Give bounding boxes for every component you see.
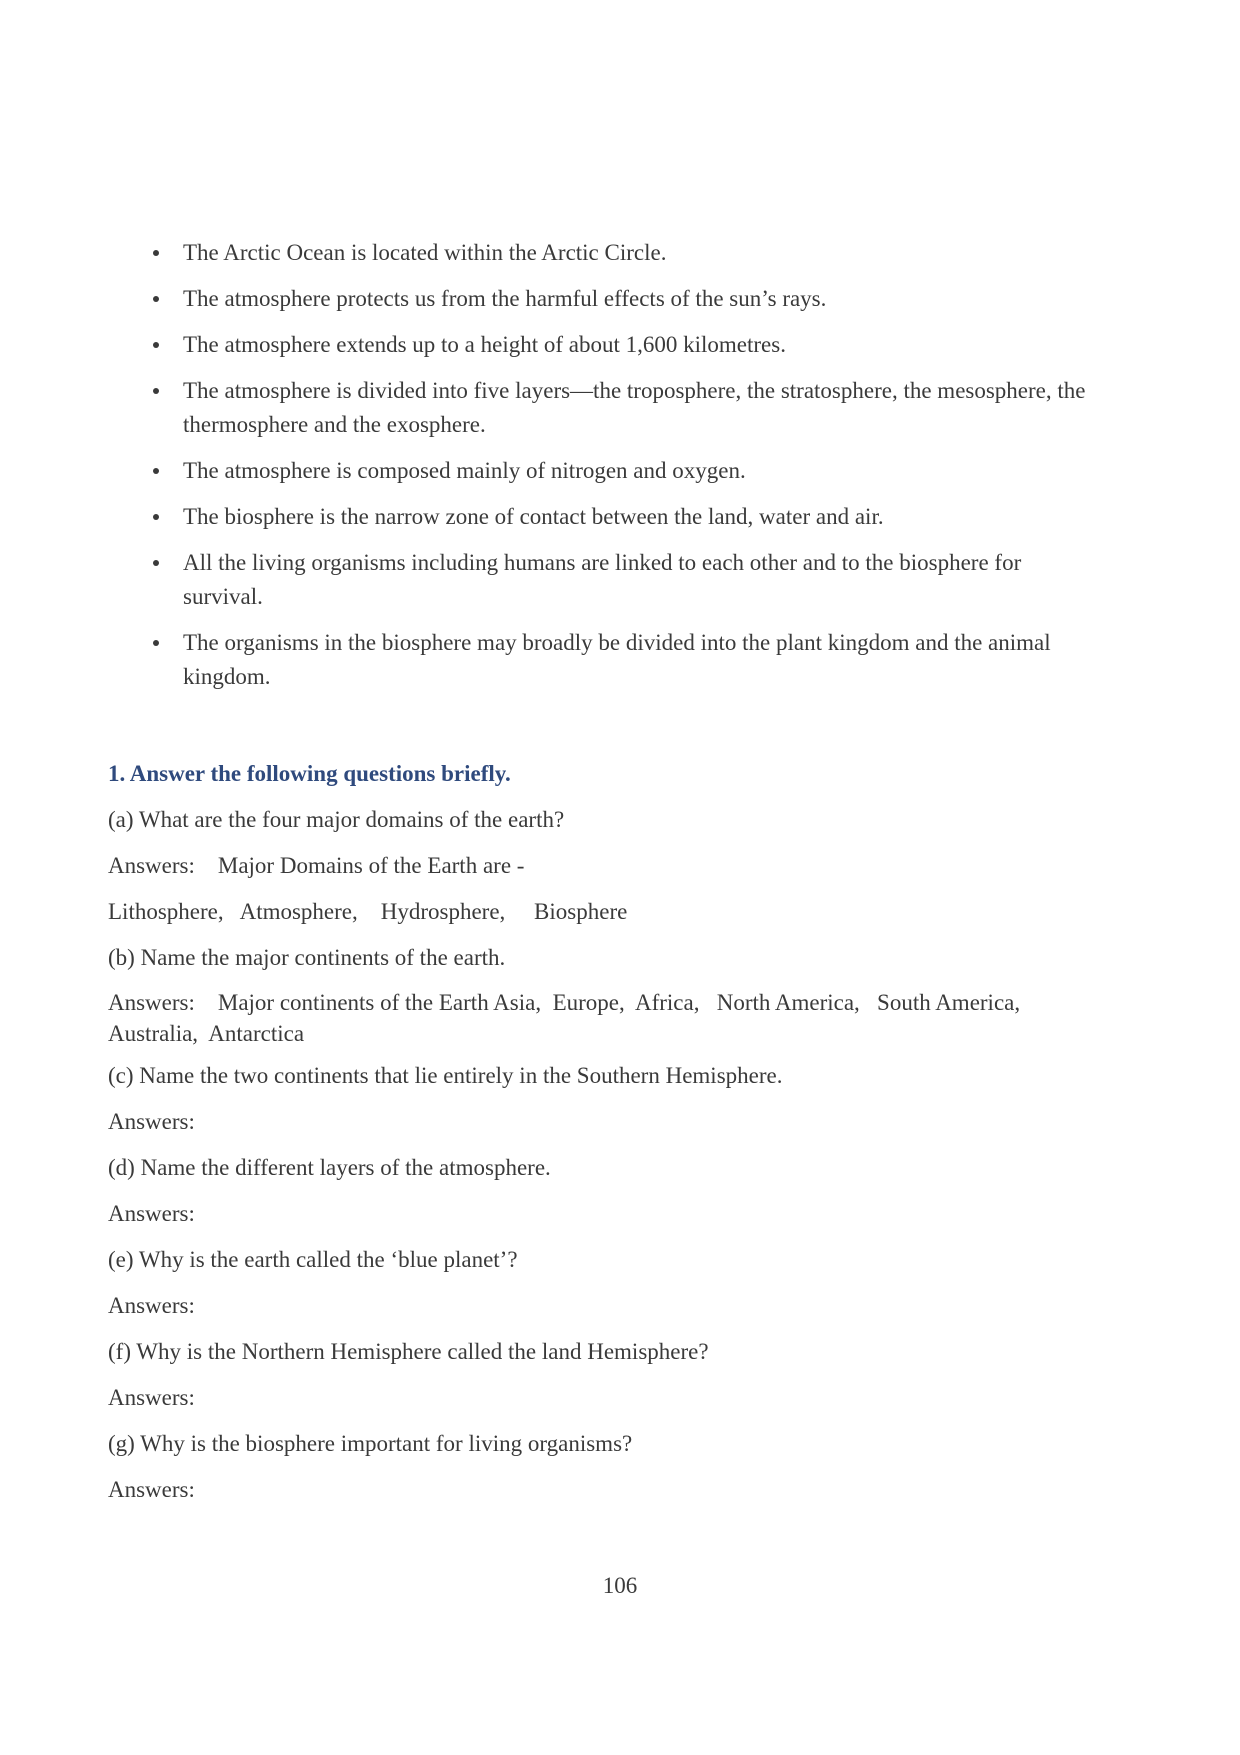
question-g: (g) Why is the biosphere important for living organisms?	[108, 1431, 633, 1456]
answer-f: Answers:	[108, 1385, 195, 1410]
bullet-dot-icon	[153, 560, 159, 566]
exercise-heading: 1. Answer the following questions briefly.	[108, 761, 511, 786]
bullet-dot-icon	[153, 296, 159, 302]
bullet-item	[146, 546, 1106, 614]
answer-b: Answers: Major continents of the Earth Asia, Europe, Africa, North America, South America, Australia, Antarctica	[108, 990, 1031, 1046]
bullet-dot-icon	[153, 342, 159, 348]
answer-c: Answers:	[108, 1109, 195, 1134]
bullet-text: The atmosphere is divided into five layers—the troposphere, the stratosphere, the mesosphere, the thermosphere and the exosphere.	[183, 378, 1086, 437]
bullet-text: The Arctic Ocean is located within the Arctic Circle.	[183, 240, 667, 265]
bullet-item	[146, 500, 1106, 534]
answer-d: Answers:	[108, 1201, 195, 1226]
page-number: 106	[602, 1573, 638, 1598]
question-b: (b) Name the major continents of the earth.	[108, 945, 506, 970]
bullet-dot-icon	[153, 250, 159, 256]
bullet-dot-icon	[153, 514, 159, 520]
question-a: (a) What are the four major domains of the earth?	[108, 807, 565, 832]
bullet-item	[146, 374, 1106, 442]
bullet-text: The atmosphere is composed mainly of nitrogen and oxygen.	[183, 458, 746, 483]
bullet-text: The organisms in the biosphere may broadly be divided into the plant kingdom and the animal kingdom.	[183, 630, 1051, 689]
bullet-text: The atmosphere protects us from the harmful effects of the sun’s rays.	[183, 286, 827, 311]
answer-a: Answers: Major Domains of the Earth are -	[108, 853, 525, 878]
answer-g: Answers:	[108, 1477, 195, 1502]
bullet-dot-icon	[153, 640, 159, 646]
bullet-text: The atmosphere extends up to a height of about 1,600 kilometres.	[183, 332, 786, 357]
answer-a-list: Lithosphere, Atmosphere, Hydrosphere, Biosphere	[108, 899, 628, 924]
summary-bullet-list	[146, 236, 1106, 706]
question-f: (f) Why is the Northern Hemisphere called the land Hemisphere?	[108, 1339, 709, 1364]
bullet-item	[146, 328, 1106, 362]
bullet-dot-icon	[153, 468, 159, 474]
exercise-section	[108, 757, 1118, 1519]
question-c: (c) Name the two continents that lie entirely in the Southern Hemisphere.	[108, 1063, 783, 1088]
bullet-item	[146, 236, 1106, 270]
answer-e: Answers:	[108, 1293, 195, 1318]
question-d: (d) Name the different layers of the atmosphere.	[108, 1155, 551, 1180]
question-e: (e) Why is the earth called the ‘blue planet’?	[108, 1247, 518, 1272]
bullet-text: All the living organisms including humans are linked to each other and to the biosphere for survival.	[183, 550, 1022, 609]
bullet-item	[146, 282, 1106, 316]
bullet-dot-icon	[153, 388, 159, 394]
bullet-item	[146, 626, 1106, 694]
bullet-item	[146, 454, 1106, 488]
bullet-text: The biosphere is the narrow zone of contact between the land, water and air.	[183, 504, 884, 529]
